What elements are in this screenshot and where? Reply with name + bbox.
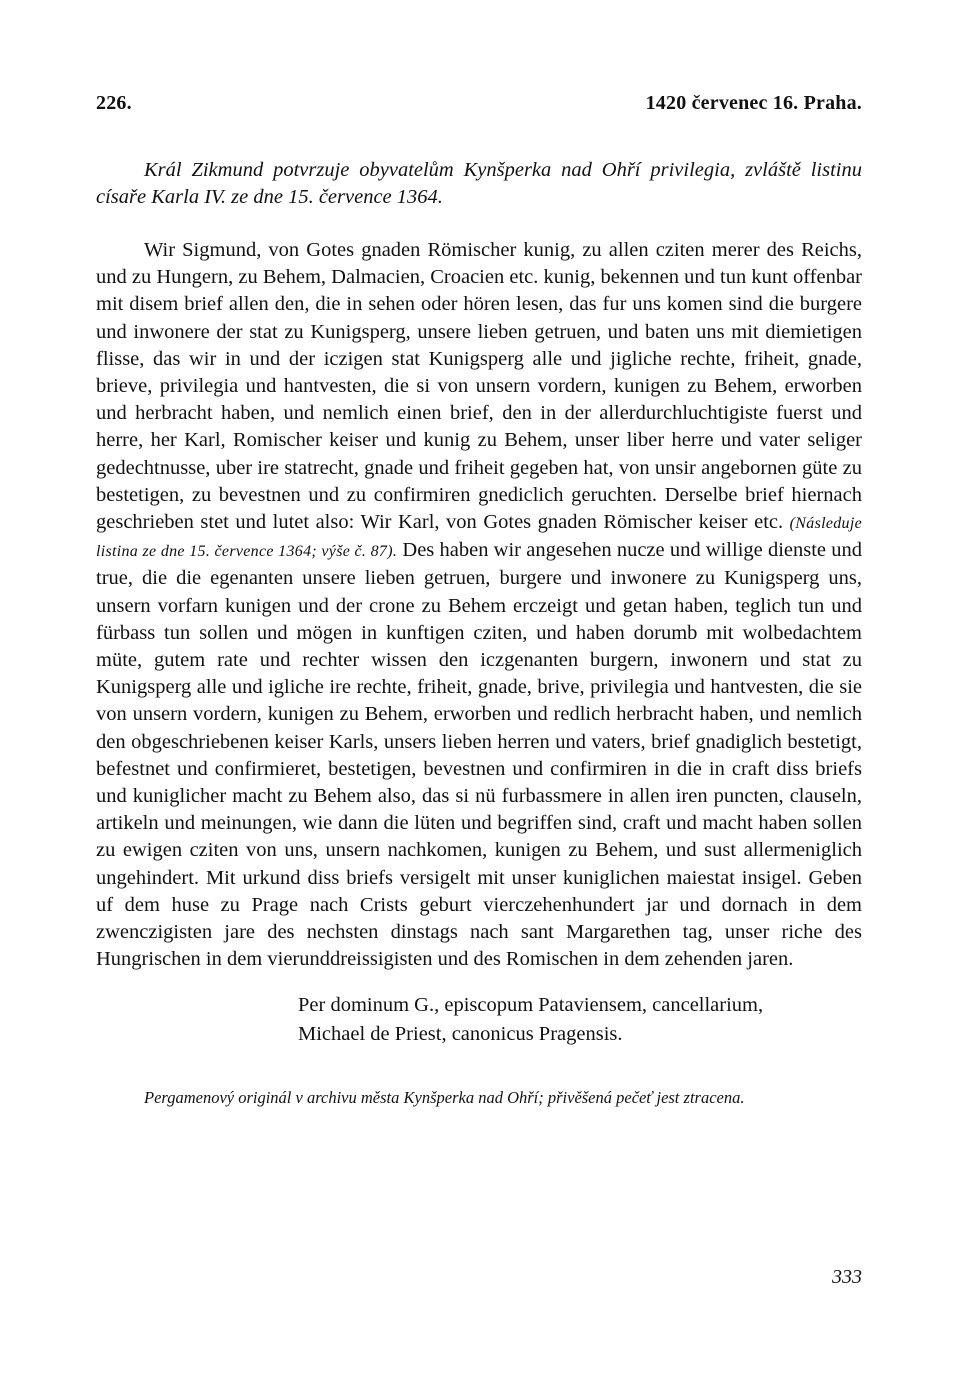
editorial-note: (Následuje listina ze dne 15. července 1364; výše č. 87). [96, 515, 862, 561]
page-header [96, 92, 862, 115]
body-part-1: Wir Sigmund, von Gotes gnaden Römischer kunig, zu allen cziten merer des Reichs, und zu Hungern, zu Behem, Dalmacien, Croacien etc. kunig, bekennen und tun kunt offenbar mit disem brief allen den, die in sehen oder hören lesen, das fur uns komen sind die burgere und inwonere der stat zu Kunigsperg, unsere lieben getruen, und baten uns mit diemietigen flisse, das wir in und der iczigen stat Kunigsperg alle und jigliche rechte, friheit, gnade, brieve, privilegia und hantvesten, die si von unsern vordern, kunigen zu Behem, erworben und herbracht haben, und nemlich einen brief, den in der allerdurchluchtigiste fuerst und herre, her Karl, Romischer keiser und kunig zu Behem, unser liber herre und vater seliger gedechtnusse, uber ire statrecht, gnade und friheit gegeben hat, von unsir angebornen güte zu bestetigen, zu bevestnen und zu confirmiren gnediclich geruchten. Derselbe brief hiernach geschrieben stet und lutet also: Wir Karl, von Gotes gnaden Römischer keiser etc. [96, 239, 862, 534]
page-number: 333 [832, 1266, 862, 1288]
document-number: 226. [96, 92, 132, 114]
body-part-2: Des haben wir angesehen nucze und willige dienste und true, die die egenanten unsere lieben getruen, burgere und inwonere zu Kunigsperg uns, unsern vorfarn kunigen und der crone zu Behem erczeigt und getan haben, teglich tun und fürbass tun sollen und mögen in kunftigen cziten, und haben dorumb mit wolbedachtem müte, gutem rate und rechter wissen den iczgenanten burgern, inwonern und stat zu Kunigsperg alle und igliche ire rechte, friheit, gnade, brive, privilegia und hantvesten, die sie von unsern vordern, kunigen zu Behem, erworben und redlich herbracht haben, und nemlich den obgeschriebenen keiser Karls, unsers lieben herren und vaters, brief gnadiglich bestetigt, befestnet und confirmieret, bestetigen, bevestnen und confirmiren in die in craft diss briefs und kuniglicher macht zu Behem also, das si nü furbassmere in allen iren puncten, clauseln, artikeln und meinungen, wie dann die lüten und begriffen sind, craft und macht haben sollen zu ewigen cziten von uns, unsern nachkomen, kunigen zu Behem, und sust allermeniglich ungehindert. Mit urkund diss briefs versigelt mit unser kuniglichen maiestat insigel. Geben uf dem huse zu Prage nach Crists geburt vierczehenhundert jar und dornach in dem zwenczigisten jare des nechsten dinstags nach sant Margarethen tag, unser riche des Hungrischen in dem vierunddreissigisten und des Romischen in dem zehenden jaren. [96, 539, 863, 971]
archive-note: Pergamenový originál v archivu města Kynšperka nad Ohří; přivěšená pečeť jest ztracena. [144, 1088, 745, 1108]
signature-line-2: Michael de Priest, canonicus Pragensis. [298, 1023, 623, 1046]
signature-block [298, 991, 862, 1049]
document-date-place: 1420 červenec 16. Praha. [645, 92, 862, 114]
signature-line-1: Per dominum G., episcopum Pataviensem, cancellarium, [298, 994, 764, 1017]
document-page [96, 92, 862, 1109]
document-body [96, 237, 862, 973]
document-summary: Král Zikmund potvrzuje obyvatelům Kynšperka nad Ohří privilegia, zvláště listinu císaře Karla IV. ze dne 15. července 1364. [96, 159, 862, 208]
